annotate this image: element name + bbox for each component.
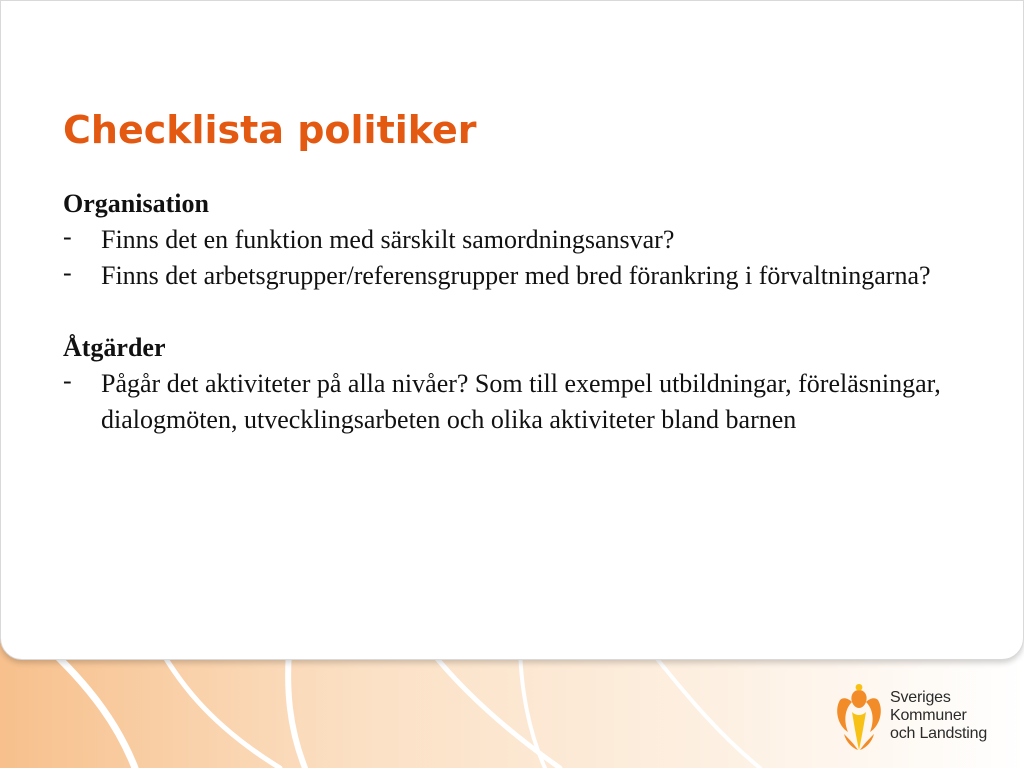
section-spacer	[63, 294, 983, 330]
slide-title: Checklista politiker	[63, 108, 477, 152]
logo-line-3: och Landsting	[890, 725, 988, 742]
organisation-list	[63, 222, 983, 294]
skl-logo	[832, 682, 1012, 752]
skl-logo-icon	[832, 682, 886, 752]
list-item-text: Pågår det aktiviteter på alla nivåer? Som till exempel utbildningar, föreläsningar, dialogmöten, utvecklingsarbeten och olika aktiviteter bland barnen	[101, 369, 941, 434]
atgarder-list	[63, 366, 983, 438]
bullet-dash: -	[63, 258, 72, 287]
slide-content	[63, 186, 983, 438]
bullet-dash: -	[63, 366, 72, 395]
list-item-text: Finns det en funktion med särskilt samordningsansvar?	[101, 225, 675, 254]
section-heading-atgarder: Åtgärder	[63, 333, 166, 362]
logo-line-2: Kommuner	[890, 707, 967, 724]
list-item-text: Finns det arbetsgrupper/referensgrupper med bred förankring i förvaltningarna?	[101, 261, 931, 290]
list-item	[63, 366, 983, 438]
section-heading-organisation: Organisation	[63, 189, 209, 218]
skl-logo-text	[890, 689, 987, 743]
logo-line-1: Sveriges	[890, 689, 951, 706]
list-item	[63, 222, 983, 258]
bullet-dash: -	[63, 222, 72, 251]
list-item	[63, 258, 983, 294]
